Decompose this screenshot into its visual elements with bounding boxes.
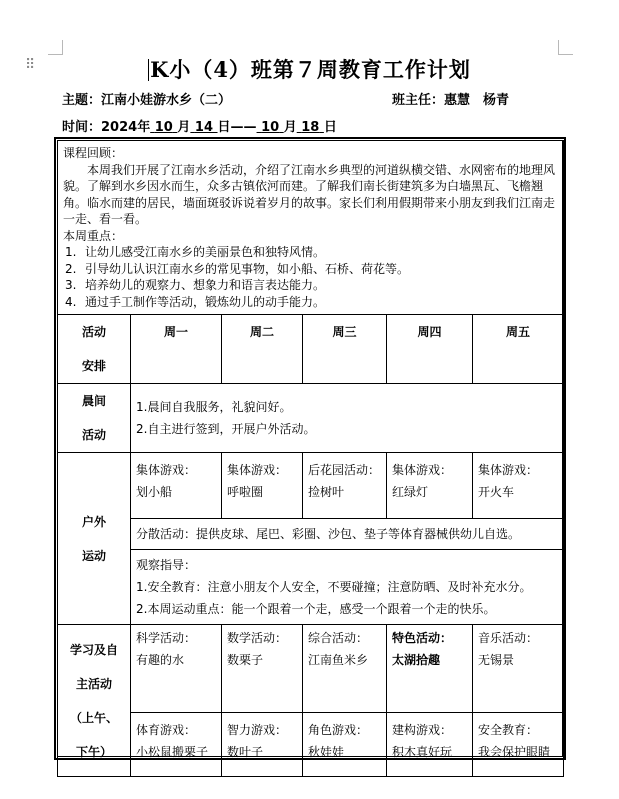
scattered-activity[interactable]: 分散活动：提供皮球、尾巴、彩圈、沙包、垫子等体育器械供幼儿自选。 <box>131 519 564 550</box>
focus-heading: 本周重点： <box>63 228 124 243</box>
focus-item: 2. 引导幼儿认识江南水乡的常见事物，如小船、石桥、荷花等。 <box>65 261 410 276</box>
morning-activity-label[interactable]: 晨间 活动 <box>58 384 131 453</box>
focus-item: 4. 通过手工制作等活动，锻炼幼儿的动手能力。 <box>65 294 326 309</box>
day-wednesday[interactable]: 周三 <box>303 315 387 384</box>
learning-wed-1[interactable]: 综合活动： 江南鱼米乡 <box>303 625 387 713</box>
focus-item: 3. 培养幼儿的观察力、想象力和语言表达能力。 <box>65 278 326 292</box>
day-thursday[interactable]: 周四 <box>387 315 473 384</box>
drag-handle-icon[interactable]: ⠿ <box>25 57 35 73</box>
plan-table <box>57 140 564 777</box>
learning-tue-1[interactable]: 数学活动： 数栗子 <box>222 625 303 713</box>
outdoor-game-mon[interactable]: 集体游戏： 划小船 <box>131 453 222 519</box>
learning-fri-2[interactable]: 安全教育： 我会保护眼睛 <box>473 713 564 777</box>
learning-tue-2[interactable]: 智力游戏： 数叶子 <box>222 713 303 777</box>
learning-activity-label[interactable]: 学习及自 主活动 （上午、 下午） <box>58 625 131 777</box>
review-heading: 课程回顾： <box>63 146 124 160</box>
text-cursor <box>148 59 149 81</box>
learning-mon-2[interactable]: 体育游戏： 小松鼠搬栗子 <box>131 713 222 777</box>
focus-list <box>63 244 558 310</box>
focus-item: 1. 让幼儿感受江南水乡的美丽景色和独特风情。 <box>65 245 326 259</box>
observation-guidance[interactable]: 观察指导： 1.安全教育：注意小朋友个人安全，不要碰撞；注意防晒、及时补充水分。 2.本周运动重点：能一个跟着一个走，感受一个跟着一个走的快乐。 <box>131 550 564 625</box>
theme-line: 主题：江南小娃游水乡（二） <box>62 93 232 108</box>
outdoor-game-tue[interactable]: 集体游戏： 呼啦圈 <box>222 453 303 519</box>
page-margin-corner-left <box>48 40 63 55</box>
learning-fri-1[interactable]: 音乐活动： 无锡景 <box>473 625 564 713</box>
day-monday[interactable]: 周一 <box>131 315 222 384</box>
learning-thu-2[interactable]: 建构游戏： 积木真好玩 <box>387 713 473 777</box>
outdoor-game-wed[interactable]: 后花园活动： 捡树叶 <box>303 453 387 519</box>
outdoor-sports-label[interactable]: 户外 运动 <box>58 453 131 625</box>
day-tuesday[interactable]: 周二 <box>222 315 303 384</box>
outdoor-game-fri[interactable]: 集体游戏： 开火车 <box>473 453 564 519</box>
teacher-line: 班主任：惠慧 杨青 <box>392 93 510 108</box>
learning-thu-1-featured[interactable]: 特色活动： 太湖拾趣 <box>387 625 473 713</box>
page-margin-corner-right <box>558 40 573 55</box>
review-body: 本周我们开展了江南水乡活动，介绍了江南水乡典型的河道纵横交错、水网密布的地理风貌。了解到水乡因水而生，众多古镇依河而建。了解我们南长街建筑多为白墙黑瓦、飞檐翘角。临水而建的居民，墙面斑驳诉说着岁月的故事。家长们利用假期带来小朋友到我们江南走一走、看一看。 <box>63 162 556 226</box>
time-line: 时间：2024年 10 月 14 日—— 10 月 18 日 <box>62 120 337 135</box>
day-friday[interactable]: 周五 <box>473 315 564 384</box>
outdoor-game-thu[interactable]: 集体游戏： 红绿灯 <box>387 453 473 519</box>
learning-mon-1[interactable]: 科学活动： 有趣的水 <box>131 625 222 713</box>
document-title[interactable]: K小（4）班第７周教育工作计划 <box>150 57 471 82</box>
morning-activity-content[interactable]: 1.晨间自我服务，礼貌问好。 2.自主进行签到，开展户外活动。 <box>131 384 564 453</box>
course-review-cell[interactable] <box>58 141 564 315</box>
header-activity-cell[interactable]: 活动 安排 <box>58 315 131 384</box>
learning-wed-2[interactable]: 角色游戏： 秋娃娃 <box>303 713 387 777</box>
